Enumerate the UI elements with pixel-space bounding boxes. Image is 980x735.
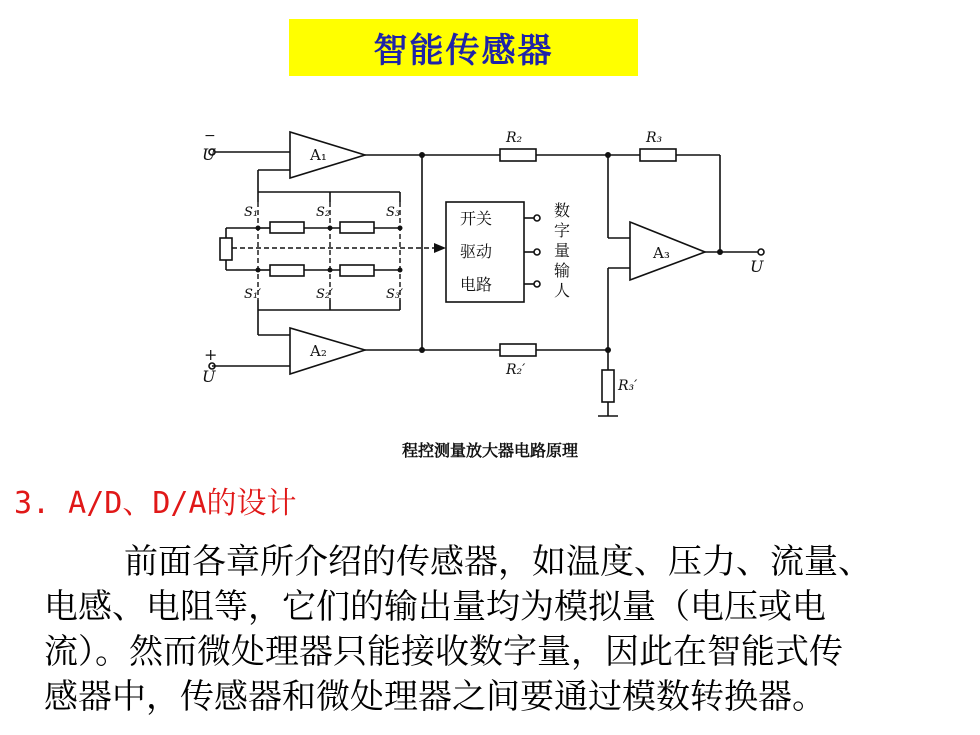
switch-box-line-1: 开关	[460, 209, 493, 228]
label-u-bottom: U	[202, 367, 216, 386]
label-r3p: R₃′	[618, 378, 638, 394]
label-s1p: S₁′	[244, 287, 262, 302]
paragraph-line-1: 前面各章所介绍的传感器，如温度、压力、流量、	[124, 542, 872, 582]
label-s3: S₃	[386, 205, 401, 220]
label-u-plus: +	[204, 345, 218, 364]
switch-box-line-2: 驱动	[460, 242, 493, 261]
label-s2p: S₂′	[316, 287, 334, 302]
label-r2p: R₂′	[506, 362, 526, 378]
label-a2: A₂	[310, 342, 327, 360]
switch-box-line-3: 电路	[460, 275, 493, 294]
label-u-out: U	[750, 257, 764, 276]
paragraph-line-3: 流）。然而微处理器只能接收数字量，因此在智能式传	[44, 632, 843, 672]
body-paragraph	[44, 540, 974, 720]
digital-input-char-3: 量	[554, 241, 571, 260]
label-u-minus: −	[204, 128, 216, 144]
circuit-diagram	[190, 120, 790, 440]
digital-input-char-1: 数	[554, 201, 571, 220]
label-r2: R₂	[506, 130, 523, 146]
label-a3: A₃	[653, 244, 670, 262]
paragraph-line-4: 感器中，传感器和微处理器之间要通过模数转换器。	[44, 677, 826, 717]
label-s1: S₁	[244, 205, 259, 220]
page-title: 智能传感器	[373, 31, 554, 71]
digital-input-char-5: 人	[554, 281, 571, 300]
label-s3p: S₃′	[386, 287, 404, 302]
label-u-top: U	[202, 145, 216, 164]
title-banner	[289, 19, 638, 76]
section-heading: 3. A/D、D/A的设计	[14, 486, 297, 521]
paragraph-line-2: 电感、电阻等，它们的输出量均为模拟量（电压或电	[44, 587, 826, 627]
label-r3: R₃	[646, 130, 663, 146]
digital-input-char-2: 字	[554, 221, 571, 240]
diagram-caption: 程控测量放大器电路原理	[401, 441, 578, 460]
label-a1: A₁	[310, 146, 327, 164]
digital-input-char-4: 输	[554, 261, 571, 280]
label-s2: S₂	[316, 205, 331, 220]
